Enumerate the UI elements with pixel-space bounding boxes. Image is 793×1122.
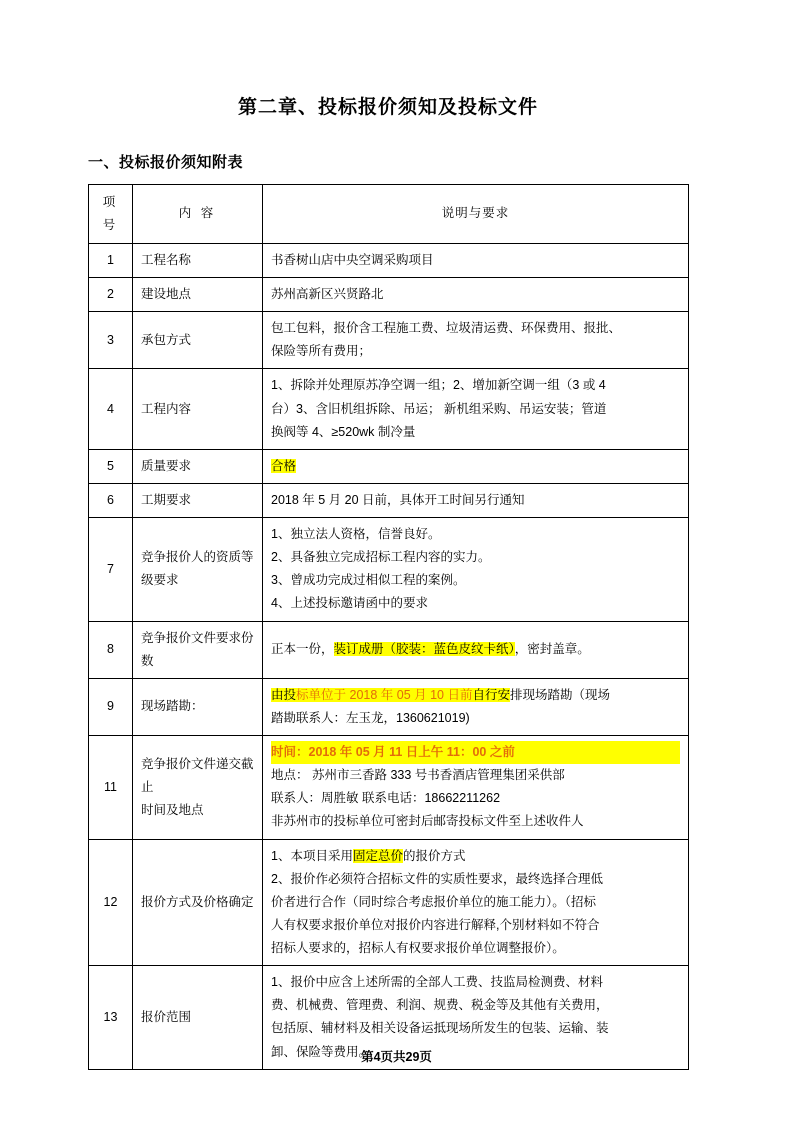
row-item: 建设地点 [133,278,263,312]
row-item: 承包方式 [133,312,263,369]
desc-line: 台）3、含旧机组拆除、吊运； 新机组采购、吊运安装；管道 [271,401,607,416]
table-row [89,278,689,312]
header-desc: 说明与要求 [263,184,689,243]
row-item-line: 竞争报价文件递交截止 [141,756,254,794]
header-no: 项号 [89,184,133,243]
table-row [89,736,689,840]
row-item: 质量要求 [133,449,263,483]
desc-line: 1、本项目采用固定总价的报价方式 [271,848,466,863]
table-row [89,243,689,277]
row-item: 报价范围 [133,966,263,1070]
desc-line: 价者进行合作（同时综合考虑报价单位的施工能力）。（招标 [271,894,597,909]
row-desc [263,678,689,735]
desc-line: 1、拆除并处理原苏净空调一组；2、增加新空调一组（3 或 4 [271,378,606,393]
row-no: 8 [89,621,133,678]
desc-line: 书香树山店中央空调采购项目 [271,252,434,267]
table-row [89,839,689,966]
row-desc [263,621,689,678]
row-item-line: 报价方式及价格确定 [141,894,254,909]
desc-line: 4、上述投标邀请函中的要求 [271,596,428,611]
row-no: 9 [89,678,133,735]
desc-line: 由投标单位于 2018 年 05 月 10 日前自行安排现场踏勘（现场 [271,687,610,702]
row-item: 现场踏勘： [133,678,263,735]
row-no: 6 [89,483,133,517]
bid-notice-table [88,184,689,1070]
desc-line: 2018 年 5 月 20 日前，具体开工时间另行通知 [271,492,525,507]
row-desc [263,312,689,369]
desc-text-suffix: ，密封盖章。 [514,642,590,657]
desc-line: 人有权要求报价单位对报价内容进行解释,个别材料如不符合 [271,917,600,932]
desc-text-prefix: 正本一份， [271,642,334,657]
row-no: 11 [89,736,133,840]
row-desc [263,278,689,312]
table-row [89,518,689,622]
row-item [133,736,263,840]
header-item: 内 容 [133,184,263,243]
page-footer: 第4页共29页 [361,1050,432,1064]
row-no: 5 [89,449,133,483]
row-no: 13 [89,966,133,1070]
table-row [89,449,689,483]
row-no: 7 [89,518,133,622]
table-row [89,621,689,678]
row-no: 2 [89,278,133,312]
desc-line: 2、具备独立完成招标工程内容的实力。 [271,550,491,565]
row-item: 竞争报价人的资质等级要求 [133,518,263,622]
table-row [89,312,689,369]
document-content [88,0,688,1070]
desc-line: 1、报价中应含上述所需的全部人工费、技监局检测费、材料 [271,975,603,990]
row-desc [263,736,689,840]
table-row [89,369,689,449]
row-desc [263,839,689,966]
row-item: 竞争报价文件要求份数 [133,621,263,678]
desc-line: 踏勘联系人：左玉龙，1360621019) [271,710,470,725]
desc-line: 苏州高新区兴贤路北 [271,287,384,302]
highlighted-text: 装订成册（胶装：蓝色皮纹卡纸） [333,642,515,657]
page-title: 第二章、投标报价须知及投标文件 [237,97,538,118]
row-desc [263,483,689,517]
highlighted-text: 合格 [271,458,297,473]
row-no: 4 [89,369,133,449]
row-item: 工期要求 [133,483,263,517]
desc-line: 非苏州市的投标单位可密封后邮寄投标文件至上述收件人 [271,814,584,829]
desc-line: 包工包料，报价含工程施工费、垃圾清运费、环保费用、报批、 [271,321,622,336]
table-row [89,678,689,735]
table-row [89,483,689,517]
row-item [133,839,263,966]
desc-line: 包括原、辅材料及相关设备运抵现场所发生的包装、运输、装 [271,1021,609,1036]
desc-line: 保险等所有费用； [271,344,372,359]
desc-line: 1、独立法人资格，信誉良好。 [271,527,441,542]
desc-line: 换阀等 4、≥520wk 制冷量 [271,424,416,439]
row-desc [263,369,689,449]
desc-line: 招标人要求的，招标人有权要求报价单位调整报价）。 [271,941,565,956]
desc-line: 费、机械费、管理费、利润、规费、税金等及其他有关费用， [271,998,609,1013]
section-title: 一、投标报价须知附表 [88,153,244,171]
row-desc [263,243,689,277]
highlighted-text: 时间：2018 年 05 月 11 日上午 11：00 之前 [271,741,680,764]
row-desc [263,449,689,483]
row-no: 1 [89,243,133,277]
row-no: 3 [89,312,133,369]
row-desc [263,518,689,622]
desc-line: 联系人：周胜敏 联系电话：18662211262 [271,791,501,806]
desc-line: 2、报价作必须符合招标文件的实质性要求，最终选择合理低 [271,871,603,886]
row-no: 12 [89,839,133,966]
desc-line: 卸、保险等费用。 [271,1044,372,1059]
desc-line: 地点： 苏州市三香路 333 号书香酒店管理集团采供部 [271,768,565,783]
row-item: 工程名称 [133,243,263,277]
table-header-row [89,184,689,243]
row-item-line: 时间及地点 [141,802,204,817]
highlighted-text: 固定总价 [352,848,403,863]
row-item: 工程内容 [133,369,263,449]
desc-line: 3、曾成功完成过相似工程的案例。 [271,573,466,588]
